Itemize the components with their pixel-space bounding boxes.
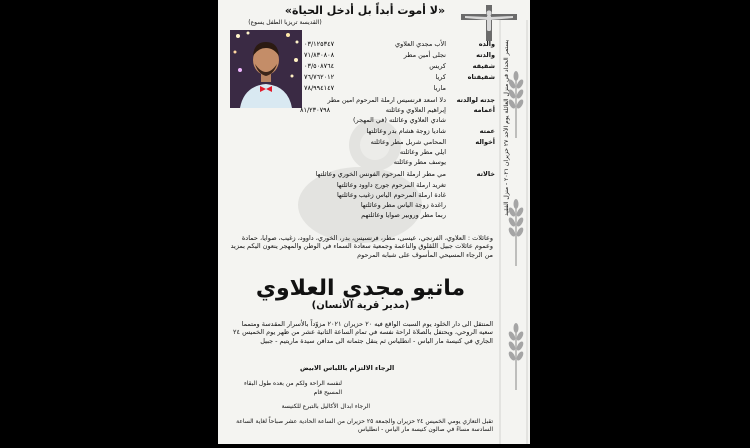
relative-text: إبراهيم العلاوي وعائلته [385, 106, 446, 114]
relative-text: مي مطر ارملة المرحوم الفونس الخوري وعائلتها [315, 170, 446, 178]
deceased-photo [230, 30, 302, 108]
funeral-paragraph: المنتقل الى دار الخلود يوم السبت الواقع فيه ٢٠ حزيران ٢٠٢١ مزوّداً بالأسرار المقدسة ومتمما سعيه الروحي، ويحتفل بالصلاة لراحة نفسه في تمام الساعة الثانية عشر من ظهر يوم الخميس ٢٤ الجاري في كنيسة مار الياس - انطلياس ثم ينقل جثمانه الى مدافن سيدة ماريتيم - جبيل [233, 320, 493, 345]
relative-phone: ٨١/٢٣٠٧٩٨ [300, 106, 331, 114]
relative-label [450, 148, 495, 156]
relative-label [450, 191, 495, 199]
crucifix-icon [457, 5, 521, 41]
deceased-name: ماتيو مجدي العلاوي [255, 276, 466, 301]
relative-label: خالاته [476, 170, 495, 178]
family-name: نجلى أمين مطر [403, 51, 446, 59]
side-strip-text: يستمر الحداد في منزل العائلة يوم الأحد ٢٧ حزيران ٢٠٢١ - منزل الفقيد [503, 40, 510, 217]
relative-text: تغريد ارملة المرحوم جورج داوود وعائلتها [336, 181, 446, 189]
relative-label [450, 158, 495, 166]
relative-label: جدته لوالدته [456, 96, 495, 104]
relative-label [450, 201, 495, 209]
family-label: شقيقتاه [467, 73, 495, 81]
wheat-icon [505, 70, 527, 138]
family-name: الأب مجدي العلاوي [395, 40, 446, 48]
relative-text: غادة ارملة المرحوم الياس زغيب وعائلتها [336, 191, 446, 199]
family-label: والدته [476, 51, 495, 59]
relative-text: المحامي شربل مطر وعائلته [370, 138, 446, 146]
family-name: كريس [429, 62, 446, 70]
family-phone: ٠٣/١٢٥٣٤٧ [304, 40, 335, 48]
relative-text: دلا اسعد فرنسيس ارملة المرحوم امين مطر [327, 96, 446, 104]
family-label: شقيقه [472, 62, 495, 70]
family-name: كريا [435, 73, 446, 81]
family-name: ماريا [433, 84, 446, 92]
relative-text: يوسف مطر وعائلته [393, 158, 446, 166]
relative-label: أعمامه [473, 106, 495, 114]
relative-text: ربما مطر وروبير صوايا وعائلتهم [361, 211, 446, 219]
relative-label [450, 211, 495, 219]
relative-label: عمته [479, 127, 495, 135]
relative-label [450, 181, 495, 189]
note-line: المسيح قام [313, 389, 342, 396]
note-line: الرجاء ابدال الأكاليل بالتبرع للكنيسة [281, 403, 370, 410]
condolences-paragraph: تقبل التعازي يومي الخميس ٢٤ حزيران والجمعة ٢٥ حزيران من الساعة الحادية عشر صباحاً لغاية الساعة السادسة مساءً في صالون كنيسة مار الياس - انطلياس [236, 418, 493, 433]
relative-text: ايلي مطر وعائلته [399, 148, 446, 156]
relative-text: شادي العلاوي وعائلته (في المهجر) [352, 116, 446, 124]
relative-label [450, 116, 495, 124]
families-paragraph: وعائلات : العلاوي، الفرنجي، عيسى، مطر، فرنسيس، بدر، الخوري، داوود، زغيب، صوايا، حمادة وعموم عائلات جبيل اللقلوق والناعمة وجمعية سعادة السماء في الوطن والمهجر ينعون اليكم بمزيد من الرجاء المسيحي المأسوف على شبابه المرحوم [230, 234, 493, 259]
note-line: لنفسه الراحة ولكم من بعده طول البقاء [244, 380, 342, 387]
deceased-title: (مدير قرية الأنسان) [311, 300, 410, 311]
wheat-icon [505, 322, 527, 390]
family-phone: ٧١/٨٣٠٨٠٨ [304, 51, 335, 59]
family-label: والده [478, 40, 495, 48]
family-phone: ٧٦/٧٦٢٠١٢ [304, 73, 335, 81]
family-phone: ٧٨/٩٩٤١٤٧ [304, 84, 335, 92]
relative-text: راغدة زوجة الياس مطر وعائلتها [360, 201, 446, 209]
family-phone: ٠٣/٥٠٨٧٦٤ [304, 62, 335, 70]
relative-text: شاديا زوجة هشام بدر وعائلتها [366, 127, 446, 135]
family-label [450, 84, 495, 92]
header-quote: «لا أموت أبداً بل أدخل الحياة» [284, 4, 446, 17]
quote-source: (القديسة تريزيا الطفل يسوع) [248, 19, 322, 26]
wheat-icon [505, 198, 527, 266]
relative-label: أخواله [475, 138, 495, 146]
dress-code: الرجاء الالتزام باللباس الابيض [300, 364, 395, 372]
